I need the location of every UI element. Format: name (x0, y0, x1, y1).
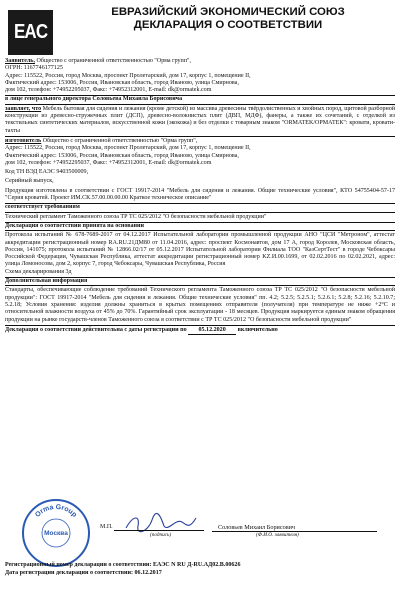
divider (5, 136, 395, 137)
basis-title: Декларация о соответствии принята на основании (5, 222, 395, 231)
fio-caption: (Ф.И.О. заявителя) (256, 532, 299, 538)
basis-text: Протокола испытаний № 678-7689-2017 от 04.12.2017 Испытательной лаборатории промышленной продукции АНО "ЦСИ "Метроном", аттестат аккредитации регистрационный номер RA.RU.21ДМ80 от 11.04.2016, адрес: проспект Космонавтов, дом 17 А, город Королев, Московская область, Россия, 141075; протокола испытаний № 12866.02/17 от 05.12.2017 Испытательной лаборатории Филиала ТОО "КазСертТест" в городе Чебоксары Российской Федерации, Чувашская Республика, аттестат аккредитации регистрационный номер KZ.И.00.1699, от 02.02.2016 по 02.02.2021, адрес: улица Ломоносова, дом 2, корпус 7, город Чебоксары, Чувашская Республика, Россия (5, 232, 395, 268)
applicant-fact-address: Фактический адрес: 153006, Россия, Ивановская область, город Иваново, улица Смирнова, (5, 79, 239, 86)
manufacturer-text: Общество с ограниченной ответственностью "Орма групп", (41, 137, 198, 144)
registration-footer (5, 561, 395, 577)
signatory-name: Соловьев Михаил Борисович (218, 524, 296, 531)
serial-production: Серийный выпуск, (5, 178, 54, 185)
applicant-address: Адрес: 115522, Россия, город Москва, проспект Пролетарский, дом 17, корпус 1, помещение II, (5, 72, 251, 79)
registration-number-row (5, 561, 395, 569)
union-title: ЕВРАЗИЙСКИЙ ЭКОНОМИЧЕСКИЙ СОЮЗ (111, 6, 345, 18)
company-stamp (22, 499, 90, 567)
applicant-label: Заявитель, (5, 58, 35, 64)
applicant-text: Общество с ограниченной ответственностью "Орма групп", (35, 58, 192, 64)
manufacturer-section (5, 138, 395, 202)
applicant-section (5, 58, 395, 94)
additional-text: Стандарты, обеспечивающие соблюдение требований Технического регламента Таможенного союза ТР ТС 025/2012 "О безопасности мебельной продукции": ГОСТ 19917-2014 "Мебель для сидения и лежания. Общие технические условия" пп. 4.2; 5.2.5; 5.2.5.1; 5.2.6.1; 5.2.8; 5.2.16; 5.2.10.7; 5.2.18; Условия хранения: изделия должны храниться в крытых помещениях отправителя (получателя) при температуре не ниже +2°С и относительной влажности воздуха от 45% до 70%. Гарантийный срок эксплуатации - 18 месяцев. Продукция маркируется единым знаком обращения продукции на рынке государств-членов Таможенного союза в соответствии с ТР ТС 025/2012 "О безопасности мебельной продукции" (5, 287, 395, 323)
tnved-code: Код ТН ВЭД ЕАЭС 9403500009, (5, 169, 89, 176)
registration-date-row (5, 569, 395, 577)
reg-date-label: Дата регистрации декларации о соответствии: (5, 570, 134, 576)
declares-text: Мебель бытовая для сидения и лежания (кроме детской) из массива древесины твёрдолиственных и хвойных пород, щитовой разборной конструкции из древесно-стружечных плит (ДСП), древесно-волокнистых плит (ДВП, МДФ), фанеры, а также их сочетаний, с отделкой из текстильных синтетических материалов, искусственной кожи (экокожа) и без отделки с товарным знаком "ORMATEK/ОРМАТЕК": кровати, кровати-тахты (5, 105, 395, 134)
stamp-top-text: Orma Group (34, 503, 78, 519)
signature-caption: (подпись) (150, 532, 172, 538)
applicant-ogrn: ОГРН: 1167746177125 (5, 65, 63, 72)
signature-area (100, 510, 390, 550)
manufacturer-address: Адрес: 115522, Россия, город Москва, проспект Пролетарский, дом 17, корпус 1, помещение II, (5, 145, 251, 152)
applicant-contacts: дом 102, телефон: +74952295037, Факс: +74952312001, E-mail: dk@ormatek.com (5, 87, 212, 94)
document-body (5, 58, 395, 335)
validity-line (5, 327, 395, 335)
document-header (62, 6, 394, 32)
validity-date: 05.12.2020 (188, 327, 236, 335)
manufacturer-contacts: дом 102, телефон: +74952295037, Факс: +74952312001, E-mail: dk@ormatek.com (5, 159, 212, 166)
reg-number-label: Регистрационный номер декларации о соответствии: (5, 562, 152, 568)
declares-label: заявляет, что (5, 105, 42, 112)
stamp-center-text: Москва (44, 529, 68, 537)
eac-logo: EAC (8, 10, 53, 55)
applicant-person: в лице генерального директора Соловьева Михаила Борисовича (5, 95, 395, 104)
divider (5, 325, 395, 326)
manufacturer-label: изготовитель (5, 137, 42, 144)
validity-suffix: включительно (237, 326, 278, 333)
reg-number: ЕАЭС N RU Д-RU.АД02.В.00626 (152, 562, 241, 568)
declaration-title: ДЕКЛАРАЦИЯ О СООТВЕТСТВИИ (133, 19, 323, 31)
produced-text: Продукция изготовлена в соответствии с ГОСТ 19917-2014 "Мебель для сидения и лежания. Общие технические условия", КТО 54755404-57-17 "Серия кроватей. Проект ИМ.СК.57.00.00.00.00 Краткое техническое описание" (5, 187, 395, 202)
validity-label: Декларация о соответствии действительна с даты регистрации по (5, 326, 187, 333)
declares-section (5, 106, 395, 135)
mp-label: М.П. (100, 524, 113, 530)
declaration-scheme: Схема декларирования 3д (5, 268, 72, 275)
manufacturer-fact-address: Фактический адрес: 153006, Россия, Ивановская область, город Иваново, улица Смирнова, (5, 152, 239, 159)
reg-date: 06.12.2017 (134, 570, 162, 576)
signature-line (114, 530, 204, 531)
additional-title: Дополнительная информация (5, 277, 395, 286)
compliance-title: соответствует требованиям (5, 203, 395, 212)
compliance-text: Технический регламент Таможенного союза ТР ТС 025/2012 "О безопасности мебельной продукции" (5, 213, 267, 220)
stamp-center (36, 513, 76, 553)
